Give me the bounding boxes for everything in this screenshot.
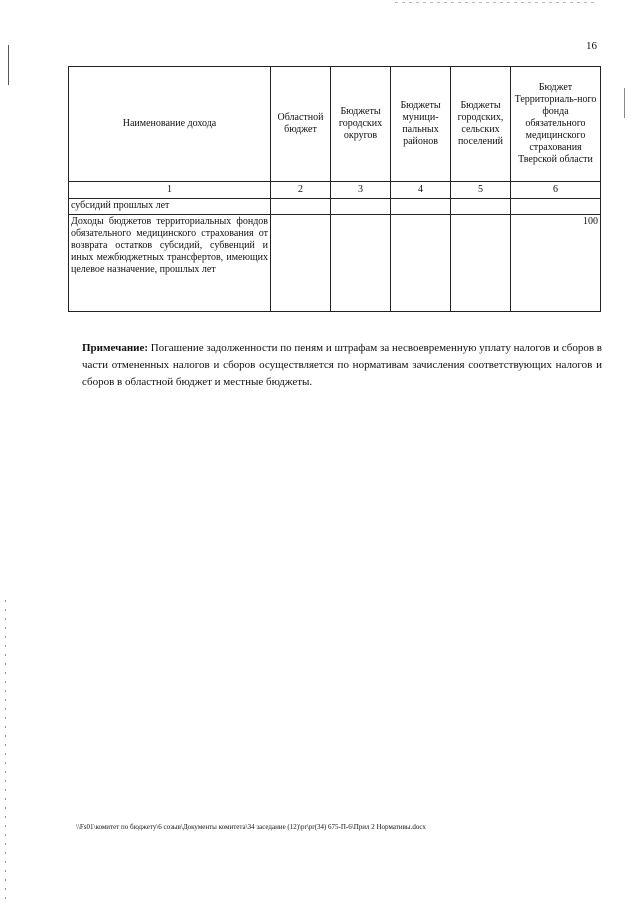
income-standards-table <box>68 66 601 312</box>
scan-artifact <box>395 2 595 3</box>
column-number: 4 <box>391 182 451 199</box>
value-cell <box>451 199 511 215</box>
footer-file-path: \\Fs01\комитет по бюджету\6 созыв\Документы комитета\34 заседание (12)\pr\pr(34) 675-П-6\Прил 2 Нормативы.docx <box>76 823 426 831</box>
scan-artifact <box>8 45 9 85</box>
value-cell <box>391 199 451 215</box>
note-text: Погашение задолженности по пеням и штрафам за несвоевременную уплату налогов и сборов в части отмененных налогов и сборов осуществляется по нормативам зачисления соответствующих налогов и сборов в областной бюджет и местные бюджеты. <box>82 342 602 388</box>
table-header-row <box>69 67 601 182</box>
value-cell <box>391 215 451 312</box>
header-income-name: Наименование дохода <box>69 67 271 182</box>
value-cell <box>331 199 391 215</box>
value-cell <box>271 199 331 215</box>
column-number: 3 <box>331 182 391 199</box>
header-settlement-budgets: Бюджеты городских, сельских поселений <box>451 67 511 182</box>
header-medical-insurance-fund-budget: Бюджет Территориаль-ного фонда обязательного медицинского страхования Тверской области <box>511 67 601 182</box>
scan-artifact <box>624 88 625 118</box>
header-city-district-budgets: Бюджеты городских округов <box>331 67 391 182</box>
column-number: 1 <box>69 182 271 199</box>
note-paragraph <box>82 340 602 391</box>
table-row <box>69 199 601 215</box>
page-number: 16 <box>586 40 597 52</box>
value-cell <box>511 199 601 215</box>
value-cell: 100 <box>511 215 601 312</box>
value-cell <box>331 215 391 312</box>
scan-artifact <box>5 600 6 900</box>
value-cell <box>451 215 511 312</box>
value-cell <box>271 215 331 312</box>
header-municipal-district-budgets: Бюджеты муници-пальных районов <box>391 67 451 182</box>
column-number: 5 <box>451 182 511 199</box>
header-regional-budget: Областной бюджет <box>271 67 331 182</box>
column-number-row <box>69 182 601 199</box>
table-row <box>69 215 601 312</box>
column-number: 6 <box>511 182 601 199</box>
income-name-cell: Доходы бюджетов территориальных фондов обязательного медицинского страхования от возврата остатков субсидий, субвенций и иных межбюджетных трансфертов, имеющих целевое назначение, прошлых лет <box>69 215 271 312</box>
note-label: Примечание: <box>82 342 149 354</box>
column-number: 2 <box>271 182 331 199</box>
income-name-cell: субсидий прошлых лет <box>69 199 271 215</box>
